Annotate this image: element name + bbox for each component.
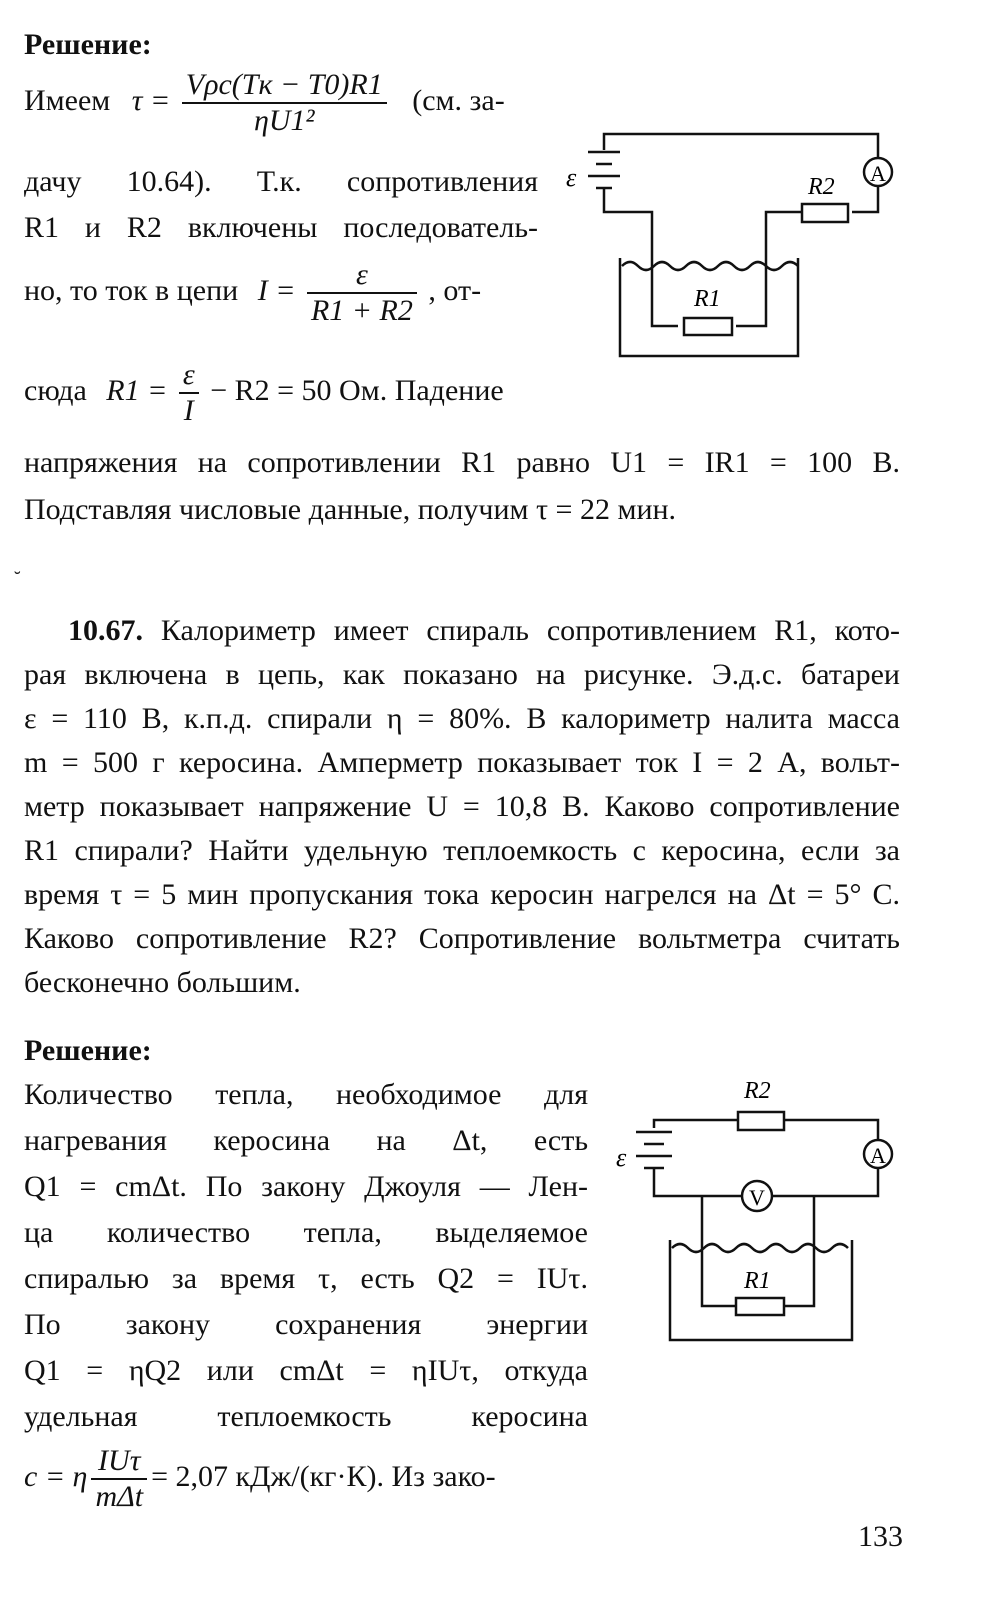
stray-mark: ˘ xyxy=(14,568,21,590)
sol1-line-5 xyxy=(24,358,504,428)
ammeter-label: A xyxy=(870,161,886,186)
sol1-line-4 xyxy=(24,258,481,328)
sol2-line-7: Q1 = ηQ2 или cmΔt = ηIUτ, откуда xyxy=(24,1354,588,1387)
sol1-l1-post: (см. за- xyxy=(412,83,505,117)
circuit-diagram-2 xyxy=(606,1070,906,1350)
voltmeter-label: V xyxy=(749,1185,765,1210)
page-number: 133 xyxy=(858,1520,903,1553)
sol2-l9-post: = 2,07 кДж/(кг·К). Из зако- xyxy=(151,1459,496,1493)
resistor-r1 xyxy=(736,1298,784,1315)
sol1-line-3: R1 и R2 включены последователь- xyxy=(24,211,538,244)
sol2-l9-lhs: c = η xyxy=(24,1459,88,1493)
wire-top-right xyxy=(784,1120,878,1140)
problem-line-5: метр показывает напряжение U = 10,8 В. Каково сопротивление xyxy=(24,790,900,823)
problem-line-4: m = 500 г керосина. Амперметр показывает ток I = 2 А, вольт- xyxy=(24,746,900,779)
problem-line-2: рая включена в цепь, как показано на рисунке. Э.д.с. батареи xyxy=(24,658,900,691)
ammeter-label: A xyxy=(870,1143,886,1168)
sol1-l1-lhs: τ = xyxy=(131,83,171,117)
solution-heading-1: Решение: xyxy=(24,28,152,61)
sol1-l5-fraction xyxy=(179,358,199,428)
sol1-l5-pre: сюда xyxy=(24,373,87,407)
sol2-line-5: спиралью за время τ, есть Q2 = IUτ. xyxy=(24,1262,588,1295)
sol2-line-1: Количество тепла, необходимое для xyxy=(24,1078,588,1111)
sol1-l1-den: ηU1² xyxy=(253,104,315,137)
sol1-l1-fraction xyxy=(182,68,387,138)
sol1-line-1 xyxy=(24,68,505,138)
sol2-line-8: удельная теплоемкость керосина xyxy=(24,1400,588,1433)
problem-line-7: время τ = 5 мин пропускания тока керосин нагрелся на Δt = 5° С. xyxy=(24,878,900,911)
wire-bottom-left xyxy=(654,1168,742,1196)
emf-label: ε xyxy=(566,163,577,192)
sol1-l5-lhs: R1 = xyxy=(106,373,168,407)
wire-left xyxy=(604,188,678,326)
sol2-l9-den: mΔt xyxy=(95,1480,144,1513)
sol1-l1-num: Vρc(Tк − T0)R1 xyxy=(182,68,387,104)
sol2-line-6: По закону сохранения энергии xyxy=(24,1308,588,1341)
wire-top xyxy=(604,134,878,158)
wire-right xyxy=(852,186,878,212)
sol2-line-4: ца количество тепла, выделяемое xyxy=(24,1216,588,1249)
wire-top-left xyxy=(654,1120,738,1128)
sol1-l5-den: I xyxy=(183,394,194,427)
r2-label: R2 xyxy=(808,174,835,200)
sol1-line-7: Подставляя числовые данные, получим τ = 22 мин. xyxy=(24,493,677,526)
sol2-line-2: нагревания керосина на Δt, есть xyxy=(24,1124,588,1157)
sol1-l5-post: − R2 = 50 Ом. Падение xyxy=(210,373,504,407)
sol2-l9-num: IUτ xyxy=(91,1444,147,1480)
sol1-l4-fraction xyxy=(307,258,417,328)
liquid-surface xyxy=(672,1244,848,1252)
resistor-r1 xyxy=(684,318,732,335)
resistor-r2 xyxy=(738,1112,784,1130)
resistor-r2 xyxy=(802,204,848,222)
wire-bottom-right xyxy=(772,1168,878,1196)
sol1-l4-lhs: I = xyxy=(257,273,296,307)
sol2-l9-fraction xyxy=(91,1444,147,1514)
problem-line-9: бесконечно большим. xyxy=(24,966,301,999)
sol1-line-2: дачу 10.64). Т.к. сопротивления xyxy=(24,165,538,198)
problem-line-6: R1 спирали? Найти удельную теплоемкость c керосина, если за xyxy=(24,834,900,867)
problem-line-3: ε = 110 В, к.п.д. спирали η = 80%. В калориметр налита масса xyxy=(24,702,900,735)
solution-heading-2: Решение: xyxy=(24,1034,152,1067)
sol1-l4-num: ε xyxy=(307,258,417,294)
r1-label: R1 xyxy=(744,1268,771,1294)
sol1-l1-pre: Имеем xyxy=(24,83,111,117)
sol1-l4-den: R1 + R2 xyxy=(310,294,413,327)
problem-number: 10.67. xyxy=(68,614,143,647)
problem-line-1 xyxy=(24,612,900,650)
problem-line-8: Каково сопротивление R2? Сопротивление вольтметра считать xyxy=(24,922,900,955)
r2-label: R2 xyxy=(744,1078,771,1104)
sol1-l4-pre: но, то ток в цепи xyxy=(24,273,239,307)
sol2-line-3: Q1 = cmΔt. По закону Джоуля — Лен- xyxy=(24,1170,588,1203)
r1-label: R1 xyxy=(694,286,721,312)
sol1-l4-post: , от- xyxy=(428,273,482,307)
sol2-line-9 xyxy=(24,1444,496,1514)
sol1-line-6: напряжения на сопротивлении R1 равно U1 = IR1 = 100 В. xyxy=(24,446,900,479)
circuit-diagram-1 xyxy=(560,120,900,370)
problem-l1-text: Калориметр имеет спираль сопротивлением R1, кото- xyxy=(160,614,900,647)
sol1-l5-num: ε xyxy=(179,358,199,394)
emf-label: ε xyxy=(616,1143,627,1172)
liquid-surface xyxy=(622,262,798,270)
